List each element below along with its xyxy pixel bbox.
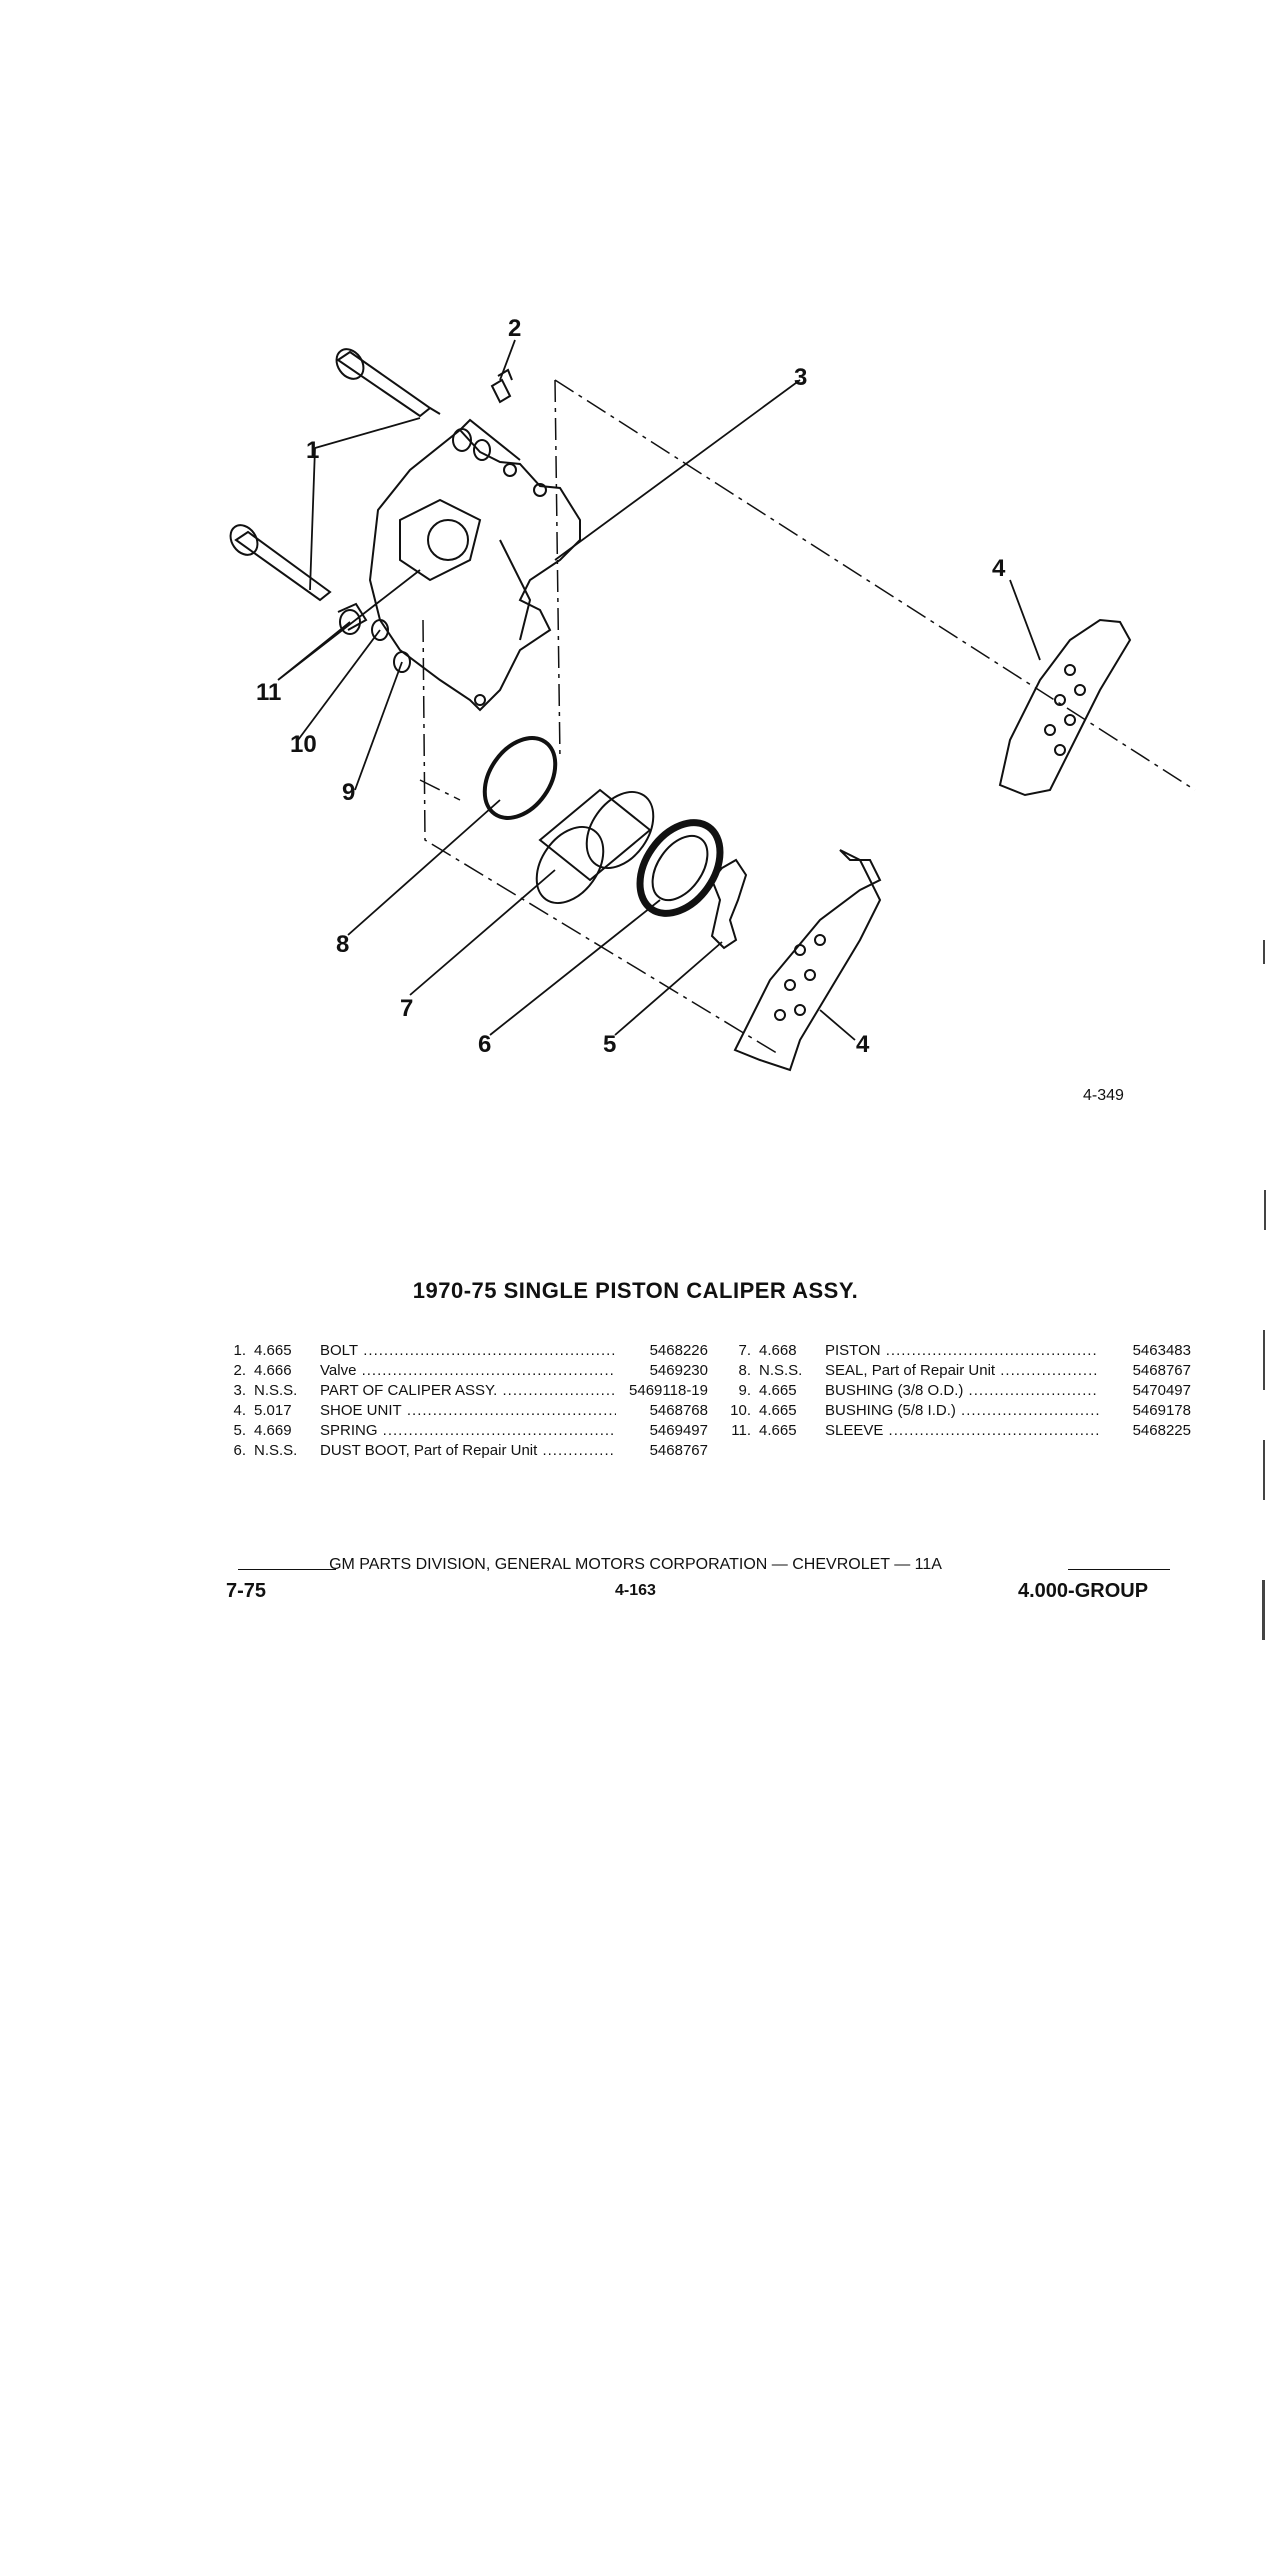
figure-number: 4-349 — [1083, 1087, 1124, 1104]
part-group: 5.017 — [254, 1402, 292, 1419]
callout-2: 2 — [508, 315, 522, 342]
part-index: 3. — [233, 1382, 246, 1399]
caliper-exploded-diagram — [0, 0, 1271, 1120]
callout-5: 5 — [603, 1031, 617, 1058]
part-number: 5469497 — [616, 1422, 708, 1439]
part-name: SLEEVE ..... — [819, 1422, 1099, 1439]
scan-artifact — [1263, 940, 1265, 964]
footer-group: 4.000-GROUP — [1018, 1580, 1149, 1602]
sleeves-bushings — [338, 429, 490, 672]
part-name: SPRING ..... — [314, 1422, 616, 1439]
part-row — [218, 1402, 708, 1422]
scan-artifact — [1263, 1330, 1265, 1390]
callout-7: 7 — [400, 995, 414, 1022]
part-index: 6. — [233, 1442, 246, 1459]
footer-page-number: 4-163 — [615, 1582, 656, 1599]
part-group: 4.665 — [759, 1402, 797, 1419]
part-row — [723, 1362, 1191, 1382]
part-row — [723, 1342, 1191, 1362]
piston — [523, 780, 667, 916]
part-group: N.S.S. — [254, 1442, 298, 1459]
part-number: 5470497 — [1099, 1382, 1191, 1399]
shoe-spring — [712, 860, 746, 948]
part-group: 4.665 — [759, 1422, 797, 1439]
part-number: 5469118-19 — [616, 1382, 708, 1399]
parts-list-left — [218, 1342, 708, 1462]
part-name: SHOE UNIT ..... — [314, 1402, 616, 1419]
part-group: 4.668 — [759, 1342, 797, 1359]
part-group: N.S.S. — [254, 1382, 298, 1399]
callout-4-inner: 4 — [856, 1031, 870, 1058]
callout-11: 11 — [256, 679, 282, 706]
leader-lines — [278, 340, 1040, 1040]
part-row — [218, 1342, 708, 1362]
part-index: 5. — [233, 1422, 246, 1439]
part-index: 2. — [233, 1362, 246, 1379]
part-group: N.S.S. — [759, 1362, 803, 1379]
callout-labels — [256, 315, 1006, 1058]
part-group: 4.665 — [254, 1342, 292, 1359]
part-number: 5463483 — [1099, 1342, 1191, 1359]
part-index: 9. — [738, 1382, 751, 1399]
callout-6: 6 — [478, 1031, 492, 1058]
part-index: 11. — [731, 1422, 751, 1439]
part-name: SEAL, Part of Repair Unit ..... — [819, 1362, 1099, 1379]
part-row — [723, 1422, 1191, 1442]
part-row — [218, 1362, 708, 1382]
part-name: PART OF CALIPER ASSY. ..... — [314, 1382, 616, 1399]
part-index: 10. — [730, 1402, 751, 1419]
parts-list-right — [723, 1342, 1191, 1442]
callout-8: 8 — [336, 931, 350, 958]
part-group: 4.669 — [254, 1422, 292, 1439]
part-name: DUST BOOT, Part of Repair Unit ..... — [314, 1442, 616, 1459]
part-name: BUSHING (5/8 I.D.) ..... — [819, 1402, 1099, 1419]
lower-bolt — [225, 520, 330, 600]
caliper-housing — [370, 420, 580, 710]
part-number: 5468767 — [1099, 1362, 1191, 1379]
part-number: 5469230 — [616, 1362, 708, 1379]
page-title: 1970-75 SINGLE PISTON CALIPER ASSY. — [412, 1278, 859, 1303]
dust-boot — [623, 808, 736, 929]
scan-artifact — [1263, 1440, 1265, 1500]
part-row — [218, 1382, 708, 1402]
part-index: 7. — [738, 1342, 751, 1359]
callout-9: 9 — [342, 779, 356, 806]
upper-bolt — [331, 344, 440, 416]
scan-artifact — [1264, 1190, 1266, 1230]
part-index: 4. — [233, 1402, 246, 1419]
part-row — [218, 1422, 708, 1442]
footer-date-code: 7-75 — [226, 1580, 267, 1602]
part-name: BUSHING (3/8 O.D.) ..... — [819, 1382, 1099, 1399]
part-row — [218, 1442, 708, 1462]
part-number: 5468767 — [616, 1442, 708, 1459]
callout-4-outer: 4 — [992, 555, 1006, 582]
part-number: 5468225 — [1099, 1422, 1191, 1439]
part-index: 1. — [233, 1342, 246, 1359]
part-index: 8. — [738, 1362, 751, 1379]
piston-seal — [470, 725, 570, 832]
callout-1: 1 — [306, 437, 320, 464]
part-group: 4.666 — [254, 1362, 292, 1379]
part-number: 5469178 — [1099, 1402, 1191, 1419]
part-name: PISTON ..... — [819, 1342, 1099, 1359]
outer-shoe — [1000, 620, 1130, 795]
callout-10: 10 — [290, 731, 317, 758]
part-group: 4.665 — [759, 1382, 797, 1399]
part-name: BOLT ..... — [314, 1342, 616, 1359]
part-name: Valve ..... — [314, 1362, 616, 1379]
scan-artifact — [1262, 1580, 1265, 1640]
part-row — [723, 1382, 1191, 1402]
part-number: 5468768 — [616, 1402, 708, 1419]
footer-organization: GM PARTS DIVISION, GENERAL MOTORS CORPORATION — CHEVROLET — 11A — [329, 1556, 942, 1573]
callout-3: 3 — [794, 364, 808, 391]
part-number: 5468226 — [616, 1342, 708, 1359]
part-row — [723, 1402, 1191, 1422]
